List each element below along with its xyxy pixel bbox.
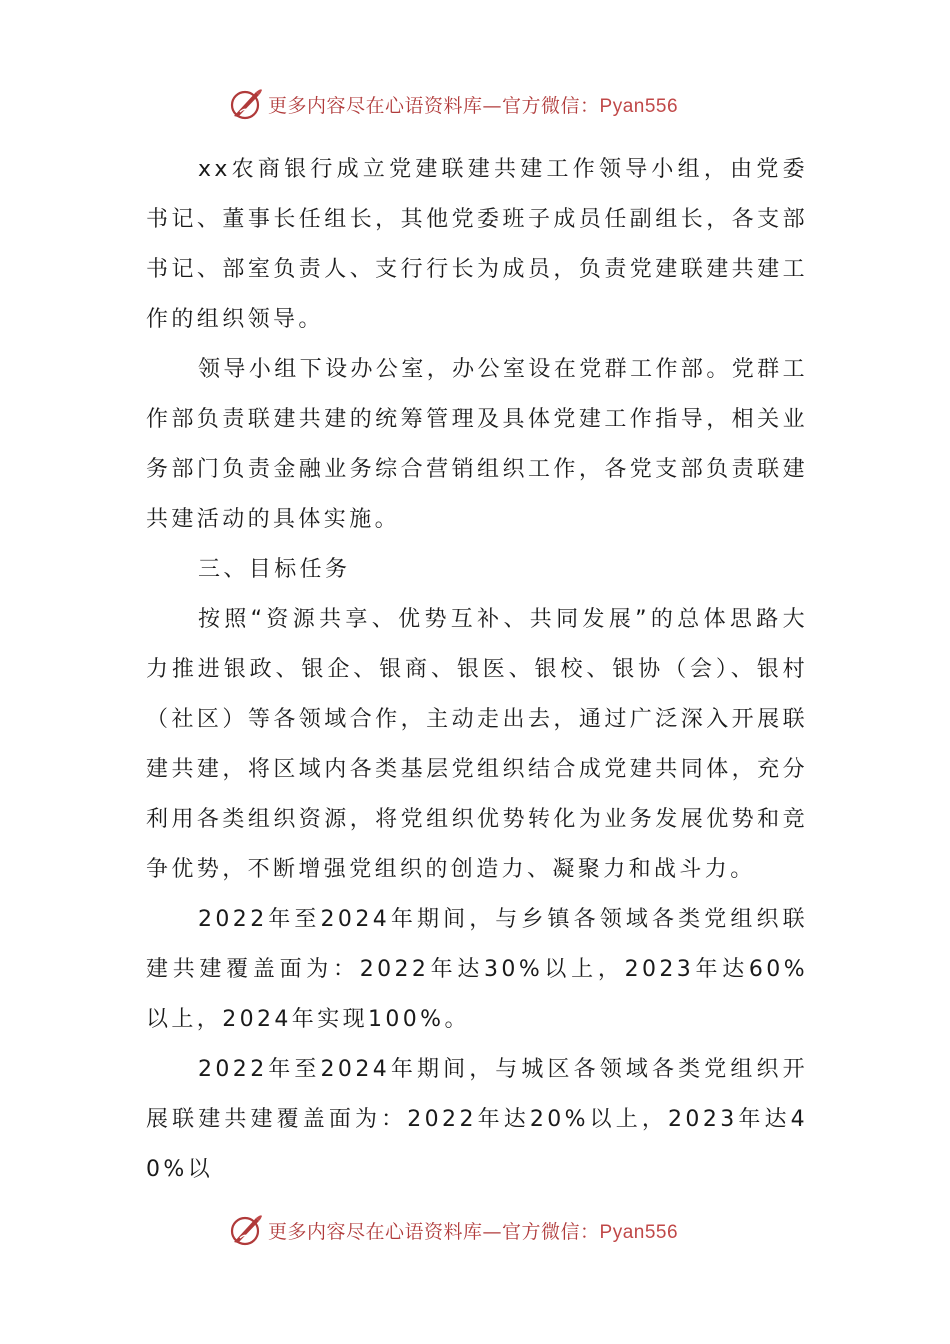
footer-watermark [228,1210,678,1250]
paragraph-township-coverage: 2022年至2024年期间，与乡镇各领域各类党组织联建共建覆盖面为：2022年达30%以上，2023年达60%以上，2024年实现100%。 [146,907,808,1032]
watermark-text: 更多内容尽在心语资料库—官方微信：Pyan556 [268,1220,679,1243]
header-watermark [228,84,678,124]
watermark-text: 更多内容尽在心语资料库—官方微信：Pyan556 [268,94,679,117]
quill-pen-circle-icon [228,86,264,122]
section-heading-targets: 三、目标任务 [198,557,351,582]
quill-pen-circle-icon [228,1212,264,1248]
watermark-account: Pyan556 [599,1221,679,1243]
document-body [146,145,808,1195]
paragraph-approach: 按照“资源共享、优势互补、共同发展”的总体思路大力推进银政、银企、银商、银医、银校、银协（会）、银村（社区）等各领域合作，主动走出去，通过广泛深入开展联建共建，将区域内各类基层党组织结合成党建共同体，充分利用各类组织资源，将党组织优势转化为业务发展优势和竞争优势，不断增强党组织的创造力、凝聚力和战斗力。 [146,607,808,882]
paragraph-office: 领导小组下设办公室，办公室设在党群工作部。党群工作部负责联建共建的统筹管理及具体党建工作指导，相关业务部门负责金融业务综合营销组织工作，各党支部负责联建共建活动的具体实施。 [146,357,808,532]
watermark-account: Pyan556 [599,95,679,117]
paragraph-leadership-group: xx农商银行成立党建联建共建工作领导小组，由党委书记、董事长任组长，其他党委班子成员任副组长，各支部书记、部室负责人、支行行长为成员，负责党建联建共建工作的组织领导。 [146,157,808,332]
paragraph-urban-coverage: 2022年至2024年期间，与城区各领域各类党组织开展联建共建覆盖面为：2022年达20%以上，2023年达40%以 [146,1057,808,1182]
